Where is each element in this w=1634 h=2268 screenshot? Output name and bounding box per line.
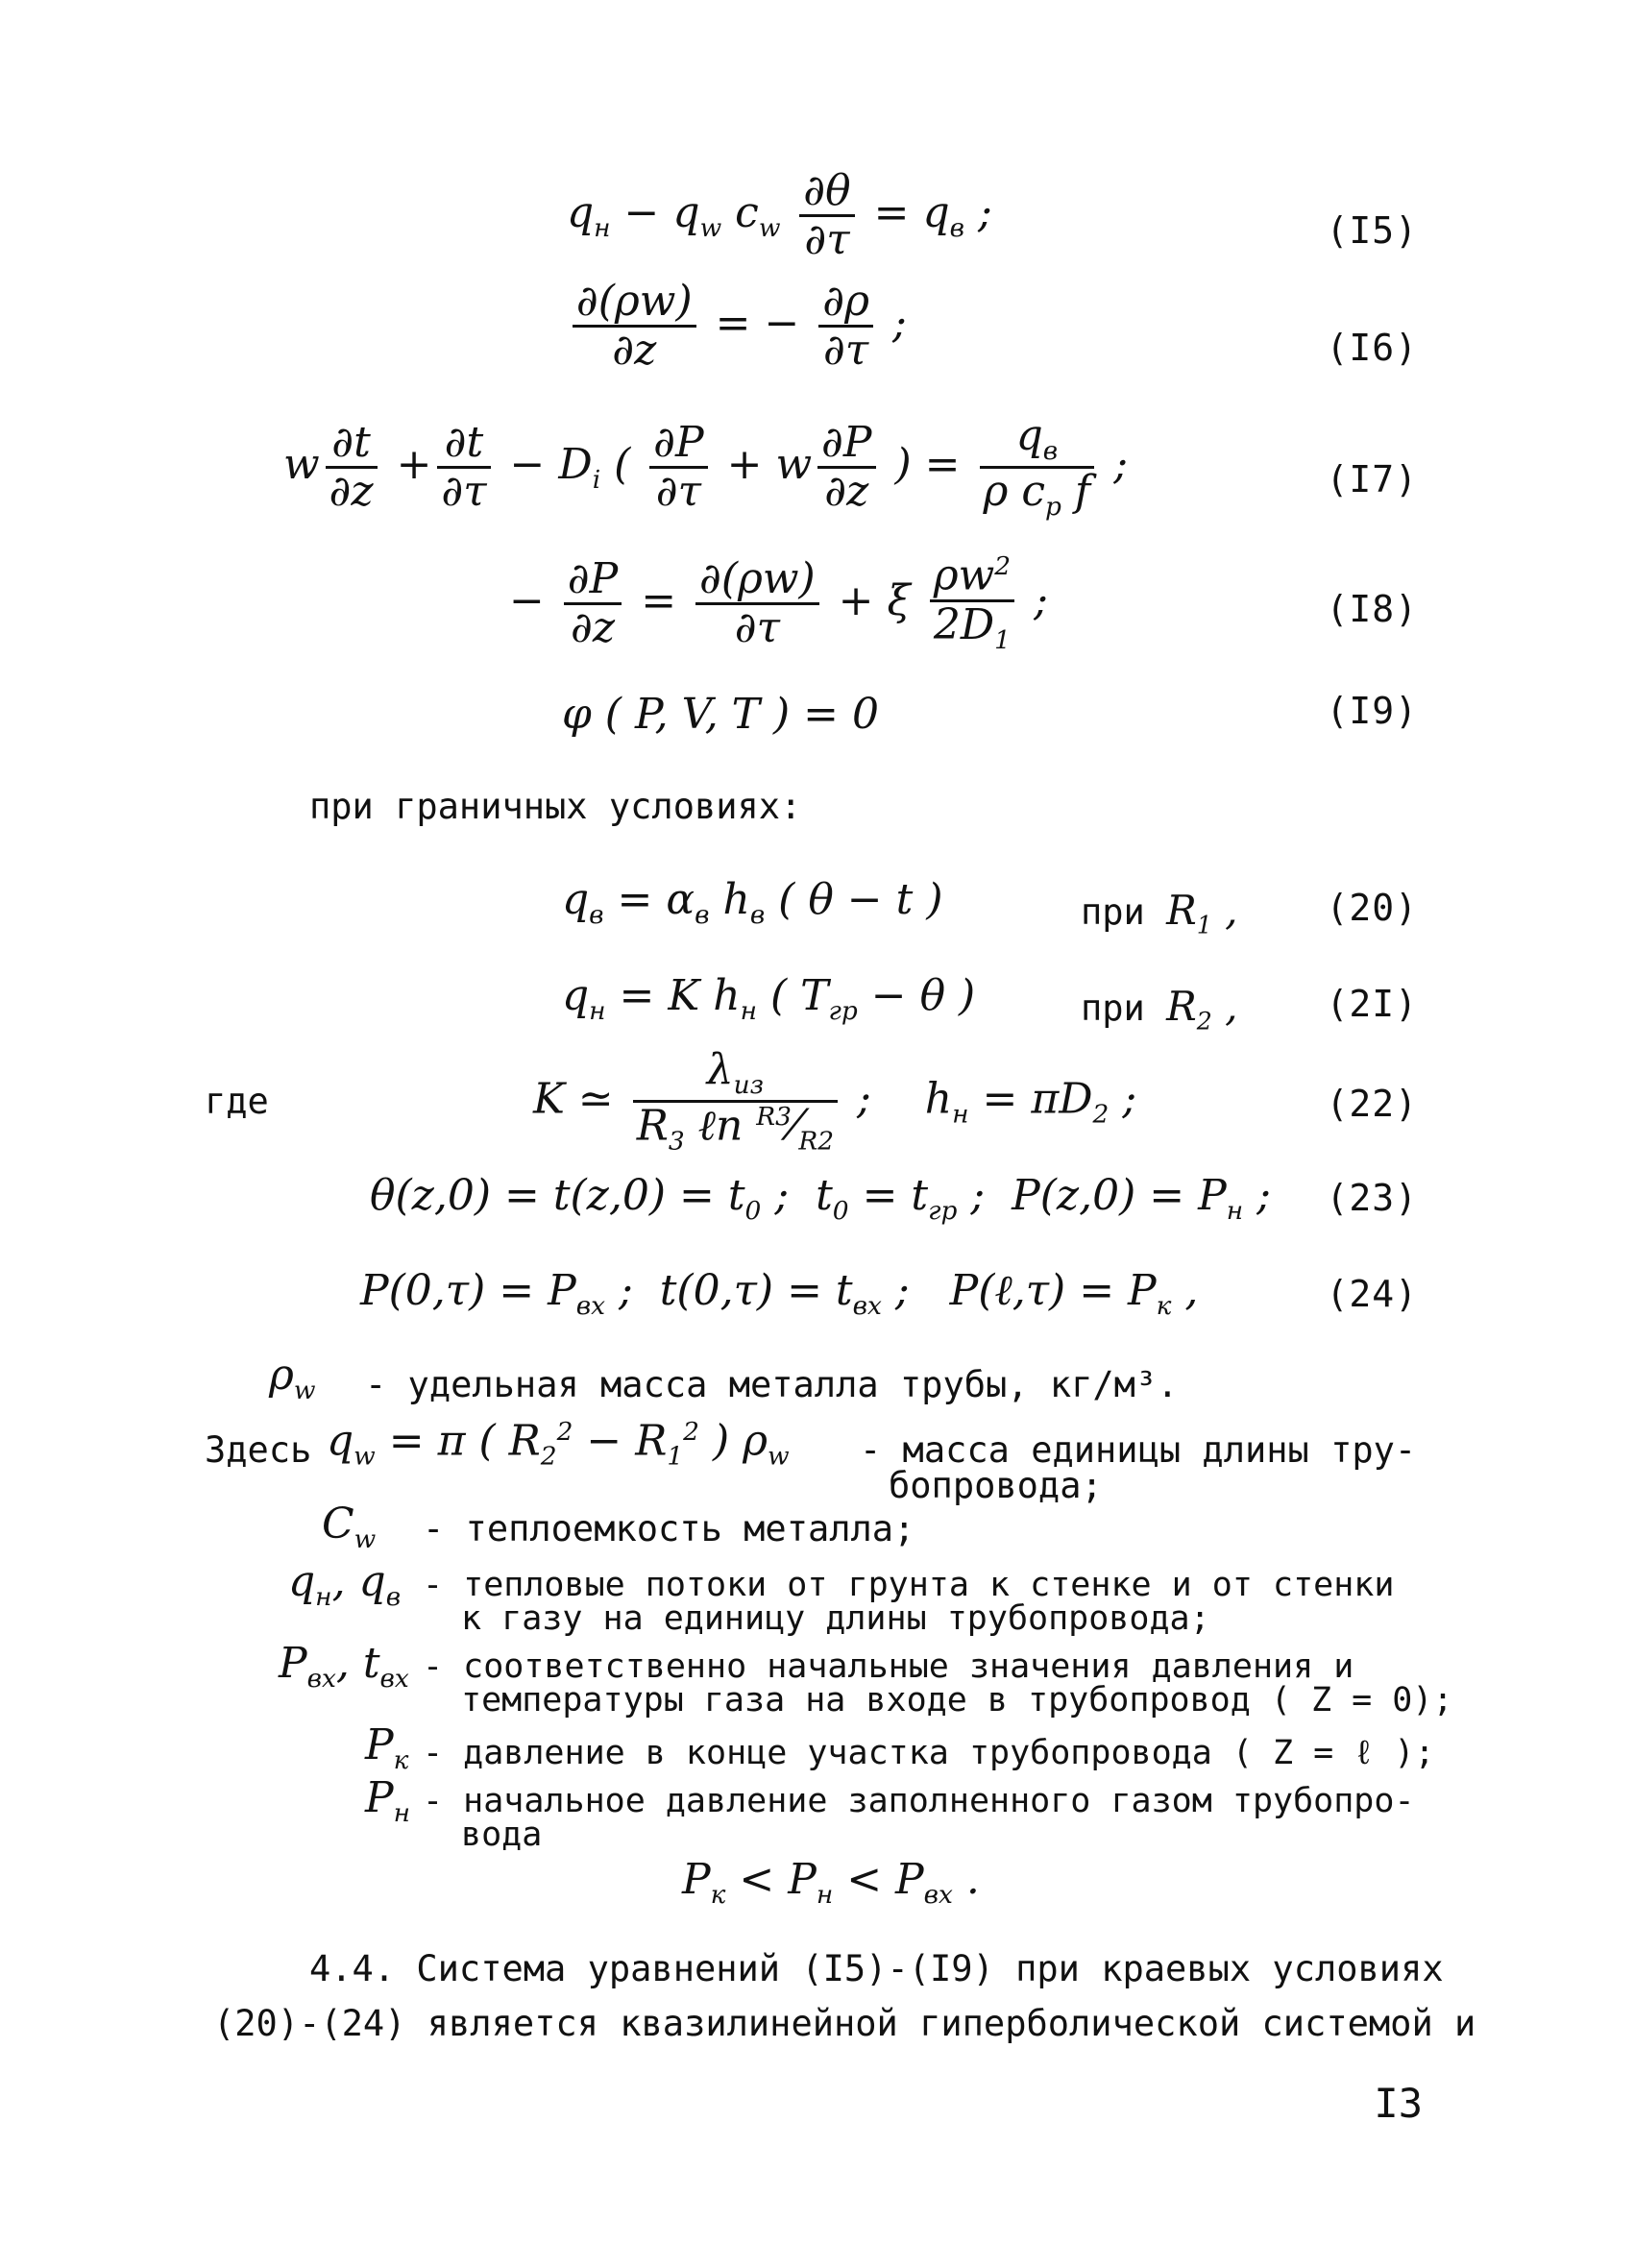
equation-24: $P(0,\tau) = P_{вх}$ ; $t(0,\tau) = t_{вх}$ ; P(ℓ,τ) = $P_к$ ,	[360, 1266, 1199, 1321]
equation-number-20: (20)	[1326, 887, 1418, 929]
equation-number-21: (2I)	[1326, 983, 1418, 1025]
equation-number-15: (I5)	[1326, 209, 1418, 252]
paragraph-line-1: 4.4. Система уравнений (I5)-(I9) при краевых условиях	[309, 1948, 1444, 1989]
rho-w-description: - удельная масса металла трубы, кг/м³.	[365, 1364, 1179, 1405]
q-description-1: - тепловые потоки от грунта к стенке и от стенки	[423, 1566, 1395, 1604]
equation-18: − $\frac{\partial P}{\partial z}$ = $\frac{\partial(\rho w)}{\partial\tau}$ + ξ $\frac{\rho w^2}{2D_1}$ ;	[509, 550, 1048, 655]
cw-description: - теплоемкость металла;	[423, 1508, 915, 1549]
pk-description: - давление в конце участка трубопровода ( Z = ℓ );	[423, 1734, 1435, 1772]
p-description-1: - соответственно начальные значения давления и	[423, 1647, 1354, 1686]
equation-number-22: (22)	[1326, 1083, 1418, 1125]
condition-21-label: при $R_2$ ,	[1081, 983, 1238, 1036]
equation-16: $\frac{\partial(\rho w)}{\partial z}$ = − $\frac{\partial\rho}{\partial\tau}$ ;	[567, 279, 907, 374]
symbol-rho-w: $\rho_w$	[269, 1351, 316, 1405]
qw-description-1: - масса единицы длины тру-	[860, 1429, 1417, 1471]
equation-21: $q_н = K$ $h_н$ ( $T_{гр} - \theta$ )	[562, 971, 976, 1026]
equation-number-17: (I7)	[1326, 458, 1418, 500]
boundary-conditions-text: при граничных условиях:	[309, 786, 802, 827]
gde-label: где	[205, 1081, 269, 1122]
equation-17: w $\frac{\partial t}{\partial z}$ + $\frac{\partial t}{\partial\tau}$ − $D_i$ ( $\frac{\partial P}{\partial\tau}$ + w $\frac{\partial P}{\partial z}$ ) = $\frac{q_в}{\rho c_p f}$ ;	[283, 411, 1129, 522]
pri-word: при	[1081, 891, 1145, 933]
equation-number-24: (24)	[1326, 1273, 1418, 1315]
equation-number-16: (I6)	[1326, 327, 1418, 369]
equation-number-18: (I8)	[1326, 588, 1418, 630]
equation-23: $\theta(z,0) = t(z,0) = t_0$ ; $t_0 = t_{гр}$ ; $P(z,0) = P_н$ ;	[370, 1171, 1271, 1226]
symbol-pvx-tvx: $P_{вх}$, $t_{вх}$	[279, 1639, 409, 1694]
symbol-qw-formula: $q_w = \pi$ ( $R_2^2 - R_1^2$ ) $\rho_w$	[327, 1416, 790, 1472]
page-number: I3	[1374, 2080, 1423, 2127]
equation-20: $q_в = \alpha_в$ $h_в$ ( θ − t )	[562, 875, 943, 930]
equation-22: K ≃ $\frac{\lambda_{из}}{R_3 \ell n ^{R3}⁄_{R2}}$ ; $h_н = \pi D_2$ ;	[533, 1045, 1137, 1157]
paragraph-line-2: (20)-(24) является квазилинейной гиперболической системой и	[213, 2003, 1476, 2044]
symbol-pk: $P_к$	[365, 1720, 409, 1775]
symbol-pn: $P_н$	[365, 1773, 410, 1828]
p-description-2: температуры газа на входе в трубопровод ( Z = 0);	[461, 1681, 1453, 1719]
pressure-inequality: $P_к < P_н < P_{вх}$ .	[682, 1855, 980, 1910]
condition-20-label: при $R_1$ ,	[1081, 887, 1238, 939]
equation-number-23: (23)	[1326, 1177, 1418, 1219]
pn-description-2: вода	[461, 1816, 543, 1854]
pn-description-1: - начальное давление заполненного газом трубопро-	[423, 1782, 1415, 1820]
equation-19: φ ( P, V, T ) = 0	[562, 690, 879, 739]
equation-number-19: (I9)	[1326, 690, 1418, 732]
symbol-cw: $C_w$	[322, 1500, 377, 1554]
pri-word: при	[1081, 988, 1145, 1029]
qw-description-2: бопровода;	[889, 1465, 1103, 1506]
equation-15: $q_н - q_w$ $c_w$ $\frac{\partial\theta}{\partial\tau}$ = $q_в$ ;	[567, 166, 992, 264]
zdes-label: Здесь	[205, 1429, 312, 1471]
symbol-qn-qv: $q_н$, $q_в$	[288, 1557, 402, 1612]
q-description-2: к газу на единицу длины трубопровода;	[461, 1599, 1210, 1638]
